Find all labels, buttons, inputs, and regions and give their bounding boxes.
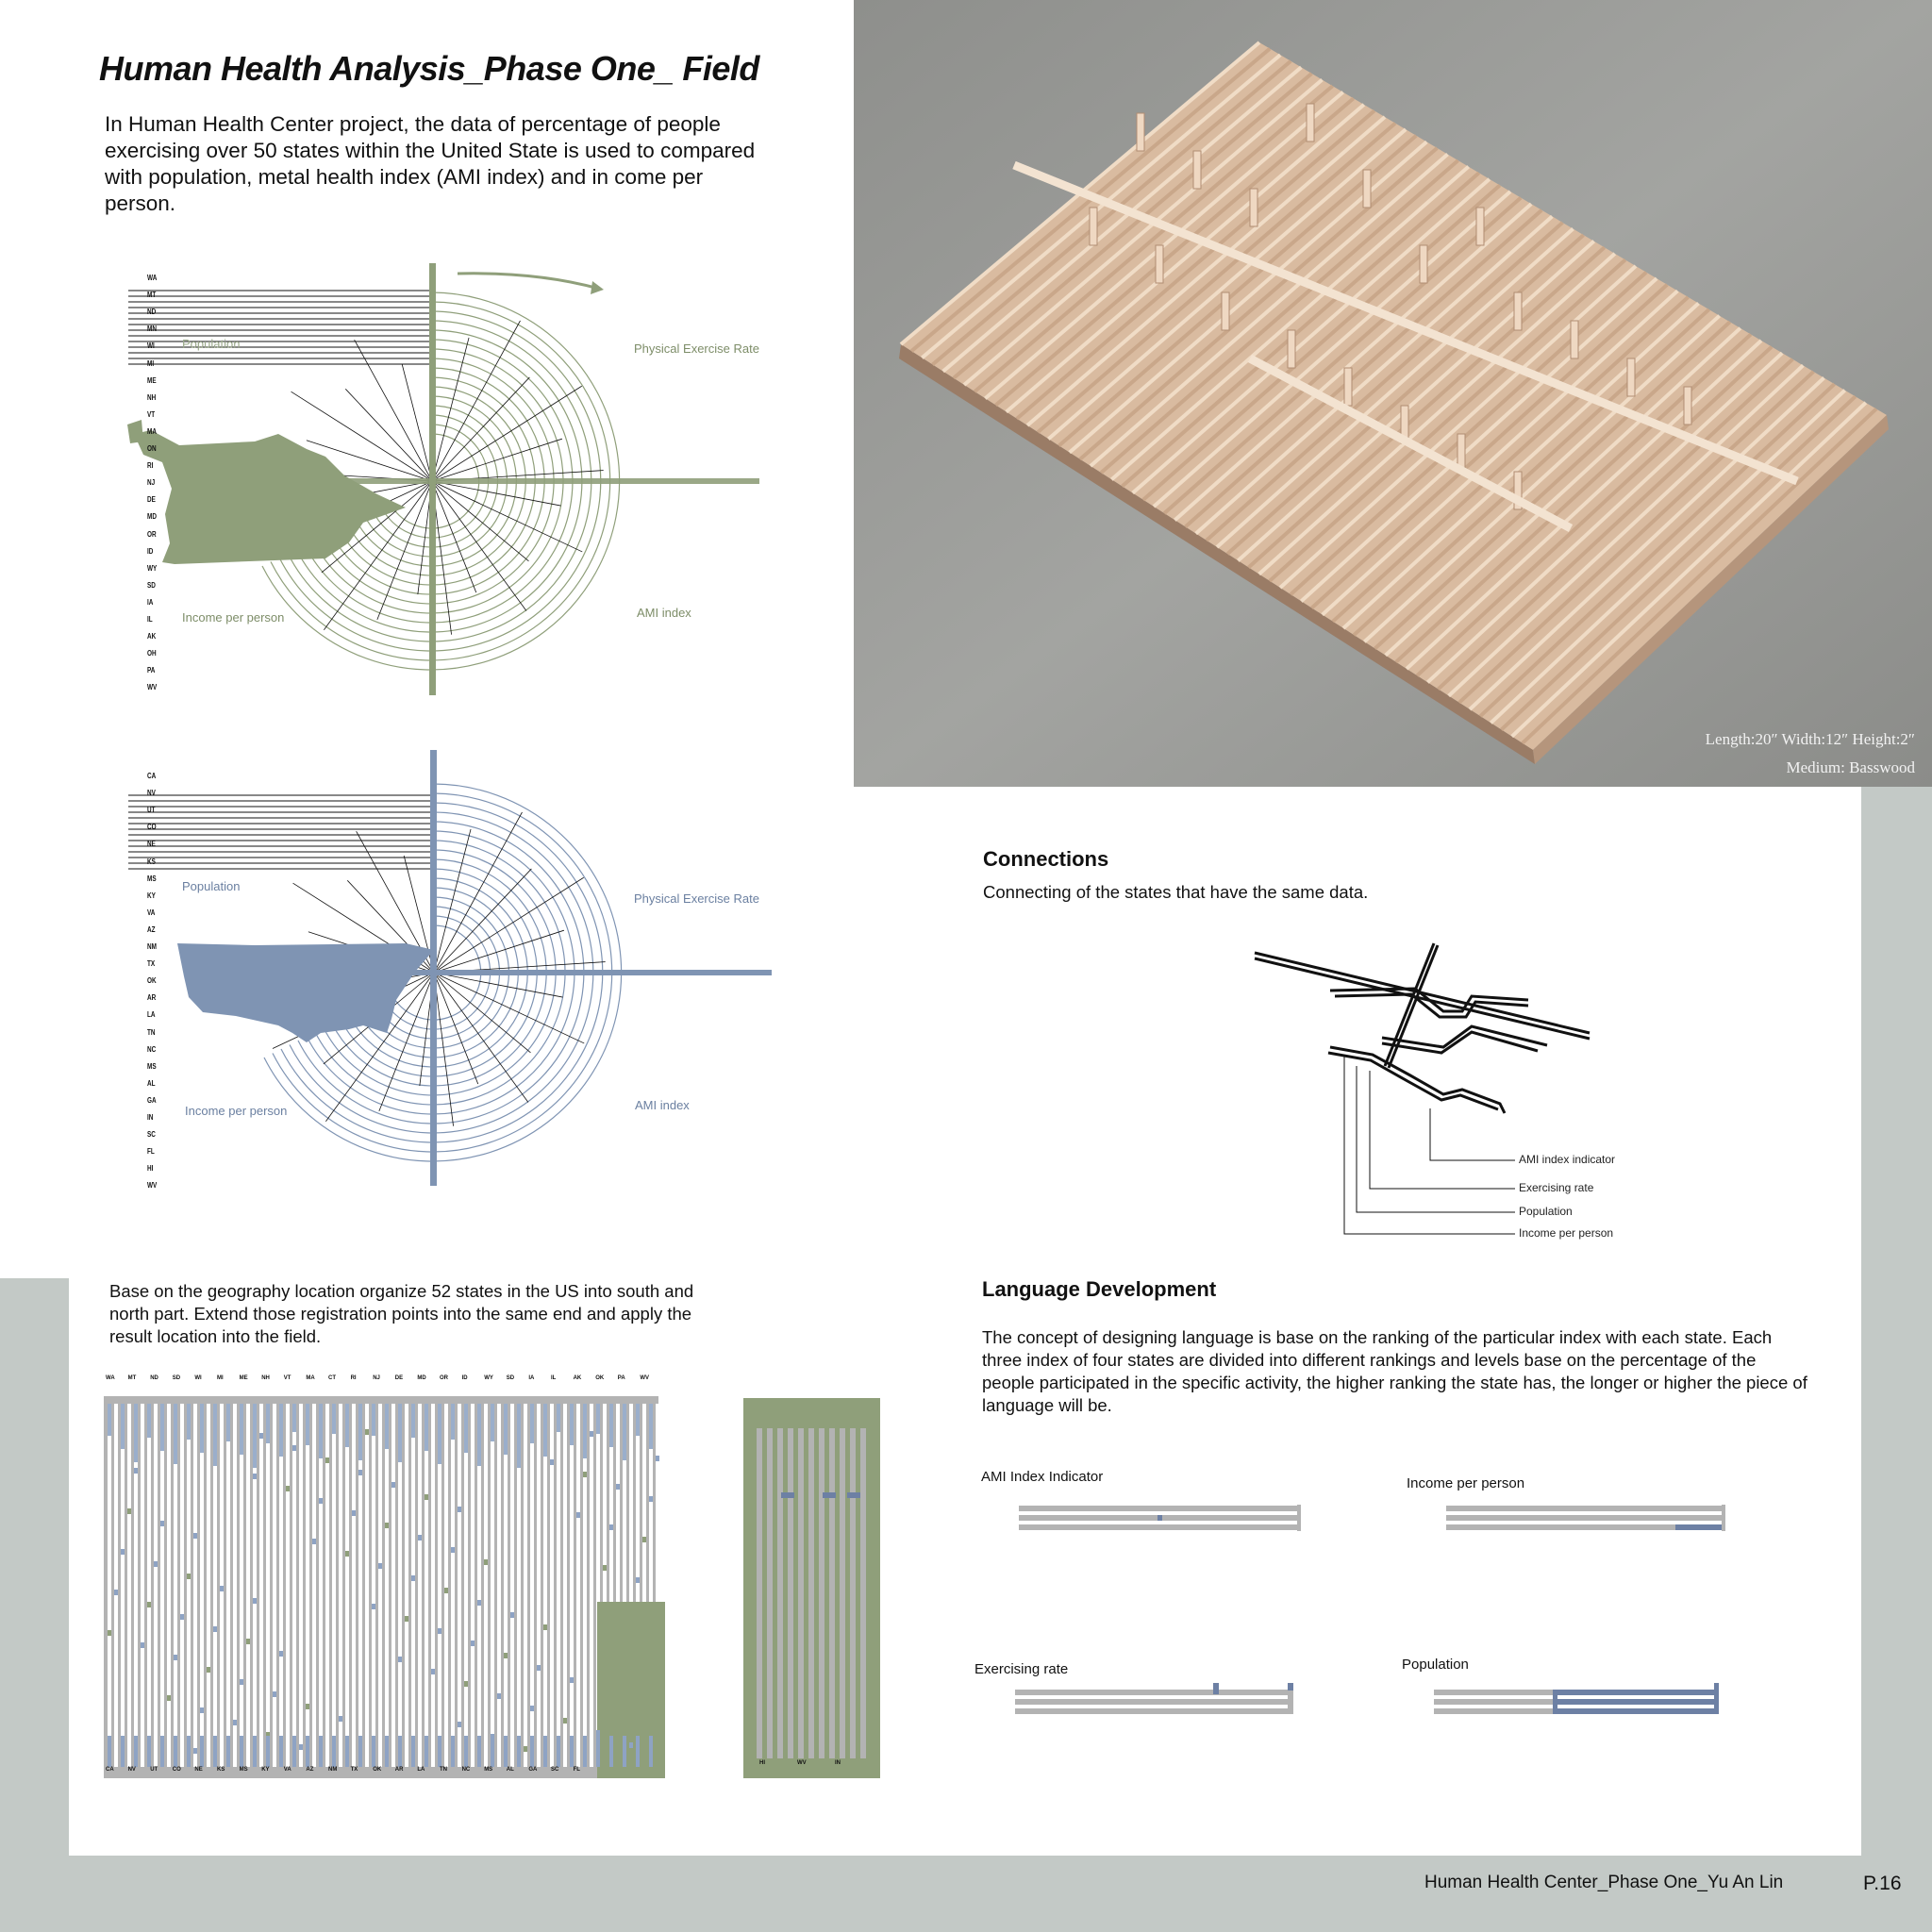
photo-caption-medium: Medium: Basswood bbox=[1786, 758, 1915, 776]
page-number: P.16 bbox=[1863, 1873, 1902, 1894]
language-exercise-label: Exercising rate bbox=[974, 1661, 1069, 1677]
state-label: MA bbox=[306, 1375, 315, 1381]
state-label: CT bbox=[328, 1375, 336, 1381]
connections-diagram bbox=[1245, 934, 1641, 1245]
state-label: SC bbox=[551, 1767, 559, 1773]
state-label: KS bbox=[147, 857, 156, 866]
state-label: TN bbox=[440, 1767, 447, 1773]
us-map-silhouette bbox=[177, 943, 434, 1042]
state-label: AK bbox=[147, 632, 157, 641]
state-label: SD bbox=[506, 1375, 515, 1381]
state-label: MT bbox=[127, 1375, 137, 1381]
language-text: The concept of designing language is base on the ranking of the particular index with each state. Each three index of four states are divided into different rankings and levels base on the percentage of the people participated in the specific activity, the higher ranking the state has, the longer or higher the piece of language will be. bbox=[982, 1327, 1807, 1415]
state-label: AR bbox=[394, 1767, 404, 1773]
language-income-piece bbox=[1446, 1502, 1734, 1540]
state-label: ID bbox=[461, 1375, 468, 1381]
state-label: MS bbox=[239, 1767, 248, 1773]
state-label: HI bbox=[147, 1164, 154, 1174]
state-label: MT bbox=[147, 291, 157, 300]
connections-text: Connecting of the states that have the same data. bbox=[983, 882, 1369, 902]
state-label: NC bbox=[147, 1044, 157, 1054]
state-label: WA bbox=[147, 274, 158, 282]
state-label: WV bbox=[147, 683, 158, 692]
state-label: WY bbox=[484, 1375, 493, 1381]
state-label: AL bbox=[506, 1767, 514, 1773]
state-label: MI bbox=[147, 358, 155, 368]
legend-ami: AMI index indicator bbox=[1519, 1153, 1616, 1166]
legend-exercise: Exercising rate bbox=[1519, 1181, 1594, 1194]
label-exercise-rate: Physical Exercise Rate bbox=[634, 341, 759, 356]
model-image bbox=[854, 0, 1932, 787]
state-label: NJ bbox=[373, 1375, 380, 1381]
state-label: KS bbox=[217, 1767, 225, 1773]
state-label: IN bbox=[147, 1113, 154, 1122]
language-income-label: Income per person bbox=[1407, 1475, 1525, 1491]
state-label: NV bbox=[147, 789, 156, 798]
state-label: GA bbox=[528, 1767, 538, 1773]
state-label: CO bbox=[147, 823, 157, 832]
label-ami: AMI index bbox=[635, 1098, 690, 1112]
state-label: ND bbox=[150, 1375, 158, 1381]
state-label: SC bbox=[147, 1130, 156, 1140]
state-label: TN bbox=[147, 1027, 156, 1037]
state-label: NM bbox=[147, 942, 157, 951]
label-ami: AMI index bbox=[637, 606, 691, 620]
field-plan bbox=[104, 1396, 670, 1783]
state-label: VT bbox=[147, 409, 156, 419]
state-label: LA bbox=[147, 1010, 156, 1020]
state-label: WV bbox=[147, 1181, 158, 1191]
state-label: MS bbox=[147, 1061, 157, 1071]
state-label: ON bbox=[147, 444, 157, 453]
state-label: OK bbox=[595, 1375, 605, 1381]
page-title: Human Health Analysis_Phase One_ Field bbox=[99, 49, 759, 88]
state-label: WI bbox=[194, 1375, 202, 1381]
state-label: AK bbox=[573, 1375, 582, 1381]
language-ami-piece bbox=[1019, 1502, 1307, 1540]
state-label: WY bbox=[147, 563, 158, 573]
field-text: Base on the geography location organize 52 states in the US into south and north part. Extend those registration points into the same end and apply the result location into the field. bbox=[109, 1281, 694, 1346]
state-label: VA bbox=[147, 908, 156, 917]
legend-income: Income per person bbox=[1519, 1226, 1614, 1240]
state-label: WV bbox=[797, 1760, 807, 1766]
state-label: ID bbox=[147, 546, 154, 556]
field-plan-side bbox=[743, 1398, 880, 1778]
connections-heading: Connections bbox=[983, 847, 1109, 871]
state-label: MN bbox=[147, 325, 157, 334]
language-heading: Language Development bbox=[982, 1277, 1217, 1301]
field-state-labels-side bbox=[759, 1760, 873, 1772]
state-label: SD bbox=[172, 1375, 181, 1381]
state-label: RI bbox=[147, 461, 154, 471]
label-population: Population bbox=[182, 337, 241, 351]
state-label: TX bbox=[147, 959, 156, 969]
state-label: NH bbox=[261, 1375, 270, 1381]
label-income: Income per person bbox=[182, 610, 285, 625]
state-label: HI bbox=[759, 1760, 765, 1766]
state-label: AZ bbox=[147, 924, 156, 934]
state-label: AL bbox=[147, 1078, 156, 1088]
state-label: KY bbox=[147, 891, 156, 900]
state-label: MS bbox=[147, 874, 157, 883]
state-label: MA bbox=[147, 426, 157, 436]
state-label: ME bbox=[147, 375, 157, 385]
intro-paragraph: In Human Health Center project, the data of percentage of people exercising over 50 states within the United State is used to compared with population, metal health index (AMI index) and in come per person. bbox=[105, 112, 756, 215]
state-label: NV bbox=[127, 1767, 136, 1773]
us-map-silhouette bbox=[134, 430, 406, 564]
radial-diagram-north bbox=[123, 255, 783, 708]
state-label: WA bbox=[106, 1375, 115, 1381]
language-population-label: Population bbox=[1402, 1657, 1469, 1673]
state-label: MD bbox=[147, 512, 157, 522]
state-label: MS bbox=[484, 1767, 493, 1773]
language-ami-label: AMI Index Indicator bbox=[981, 1469, 1104, 1485]
state-label: DE bbox=[394, 1375, 404, 1381]
state-label: CA bbox=[106, 1767, 114, 1773]
state-label: RI bbox=[350, 1375, 357, 1381]
state-label: WI bbox=[147, 341, 155, 351]
state-label: AZ bbox=[306, 1767, 314, 1773]
state-label: IL bbox=[147, 615, 153, 624]
state-label: LA bbox=[417, 1767, 425, 1773]
legend-population: Population bbox=[1519, 1205, 1573, 1218]
state-label: CA bbox=[147, 772, 157, 780]
state-label: VT bbox=[283, 1375, 291, 1381]
state-label: NH bbox=[147, 392, 157, 402]
state-label: GA bbox=[147, 1095, 157, 1105]
footer-credit: Human Health Center_Phase One_Yu An Lin bbox=[1424, 1873, 1784, 1892]
state-label: NC bbox=[461, 1767, 471, 1773]
state-label: DE bbox=[147, 495, 156, 505]
state-label: PA bbox=[147, 666, 156, 675]
state-label: OR bbox=[440, 1375, 448, 1381]
state-label: NM bbox=[328, 1767, 338, 1773]
label-income: Income per person bbox=[185, 1104, 288, 1118]
state-label: UT bbox=[150, 1767, 158, 1773]
label-population: Population bbox=[182, 879, 241, 893]
state-label: PA bbox=[617, 1375, 625, 1381]
state-label: OK bbox=[373, 1767, 382, 1773]
state-label: IA bbox=[528, 1375, 535, 1381]
state-label: AR bbox=[147, 993, 157, 1003]
state-label: IN bbox=[835, 1760, 841, 1766]
state-label: WV bbox=[640, 1375, 650, 1381]
state-label: TX bbox=[350, 1767, 358, 1773]
state-label: MI bbox=[217, 1375, 224, 1381]
state-label: ME bbox=[239, 1375, 248, 1381]
state-label: OH bbox=[147, 649, 157, 658]
photo-caption-dimensions: Length:20″ Width:12″ Height:2″ bbox=[1705, 730, 1915, 748]
state-label: IA bbox=[147, 597, 154, 607]
state-label: NE bbox=[194, 1767, 203, 1773]
radial-diagram-south bbox=[123, 750, 783, 1193]
state-label: FL bbox=[573, 1767, 580, 1773]
state-label: IL bbox=[551, 1375, 557, 1381]
basswood-model-photo bbox=[854, 0, 1932, 787]
state-label: MD bbox=[417, 1375, 426, 1381]
state-label: SD bbox=[147, 580, 156, 590]
state-label: UT bbox=[147, 806, 156, 815]
state-label: KY bbox=[261, 1767, 270, 1773]
state-label: FL bbox=[147, 1147, 155, 1157]
state-label: NE bbox=[147, 840, 156, 849]
page-background bbox=[0, 0, 71, 1278]
language-exercise-piece bbox=[1015, 1681, 1303, 1719]
state-label: CO bbox=[172, 1767, 181, 1773]
language-population-piece bbox=[1434, 1681, 1722, 1719]
state-label: ND bbox=[147, 308, 157, 317]
state-label: NJ bbox=[147, 478, 156, 488]
field-state-labels-top bbox=[106, 1375, 662, 1387]
label-exercise-rate: Physical Exercise Rate bbox=[634, 891, 759, 906]
state-label: OR bbox=[147, 529, 157, 539]
field-state-labels-bottom bbox=[106, 1767, 606, 1778]
state-label: VA bbox=[283, 1767, 291, 1773]
state-label: OK bbox=[147, 976, 157, 986]
